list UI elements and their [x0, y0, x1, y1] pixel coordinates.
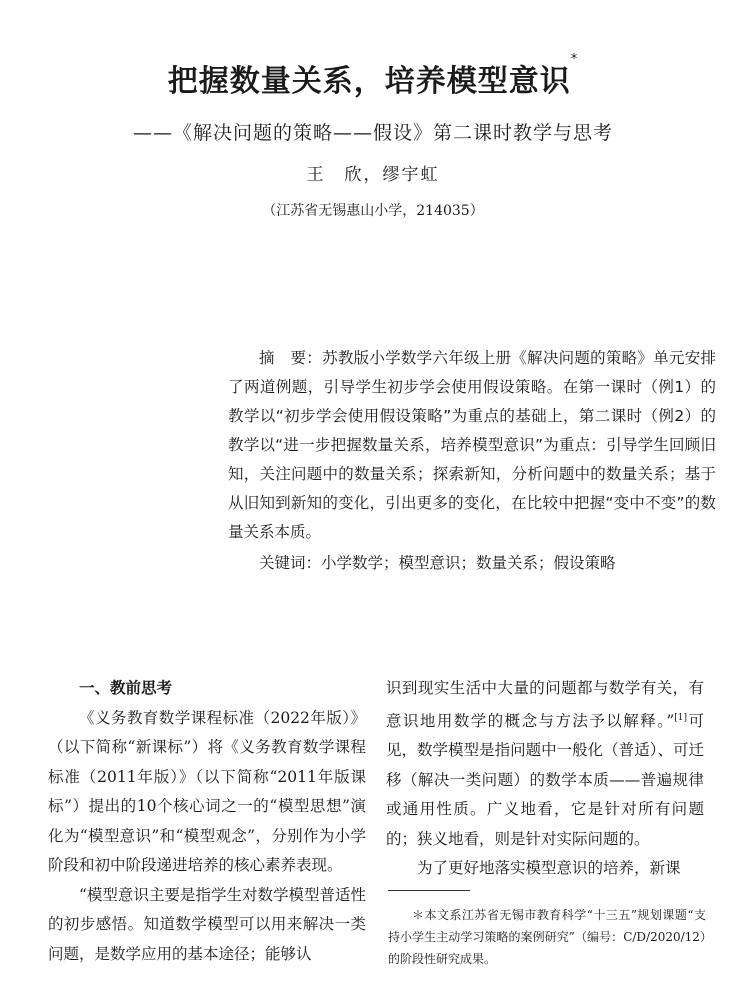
- footnote: [388, 904, 706, 970]
- title-footnote-mark: *: [570, 52, 579, 67]
- article-title: 把握数量关系，培养模型意识*: [167, 52, 579, 99]
- footnote-divider: [388, 890, 470, 891]
- paragraph: “模型意识主要是指学生对数学模型普适性的初步感悟。知道数学模型可以用来解决一类问题，是数学应用的基本途径；能够认: [48, 885, 366, 963]
- keywords: 关键词：小学数学；模型意识；数量关系；假设策略: [259, 554, 616, 572]
- abstract-text: 摘 要：苏教版小学数学六年级上册《解决问题的策略》单元安排了两道例题，引导学生初步学会使用假设策略。在第一课时（例1）的教学以“初步学会使用假设策略”为重点的基础上，第二课时（例2）的教学以“进一步把握数量关系，培养模型意识”为重点：引导学生回顾旧知，关注问题中的数量关系；探索新知，分析问题中的数量关系；基于从旧知到新知的变化，引出更多的变化，在比较中把握“变中不变”的数量关系本质。: [228, 349, 716, 541]
- affiliation: （江苏省无锡惠山小学，214035）: [262, 203, 484, 219]
- body-column-right: [386, 674, 704, 884]
- section-heading: 一、教前思考: [79, 679, 173, 697]
- abstract-block: [228, 344, 716, 578]
- body-column-left: [48, 674, 366, 969]
- footnote-text: ＊本文系江苏省无锡市教育科学“十三五”规划课题“支持小学生主动学习策略的案例研究”（编号：C/D/2020/12）的阶段性研究成果。: [388, 908, 706, 966]
- authors: 王 欣，缪宇虹: [306, 165, 440, 185]
- article-subtitle: ——《解决问题的策略——假设》第二课时教学与思考: [132, 122, 613, 144]
- paragraph: 《义务教育数学课程标准（2022年版）》（以下简称“新课标”）将《义务教育数学课程标准（2011年版）》（以下简称“2011年版课标”）提出的10个核心词之一的“模型思想”演化为“模型意识”和“模型观念”，分别作为小学阶段和初中阶段递进培养的核心素养表现。: [48, 708, 366, 874]
- paragraph: 为了更好地落实模型意识的培养，新课: [417, 859, 681, 878]
- paragraph: 识到现实生活中大量的问题都与数学有关，有意识地用数学的概念与方法予以解释。”[1]可见，数学模型是指问题中一般化（普适）、可迁移（解决一类问题）的数学本质——普遍规律或通用性质。广义地看，它是针对所有问题的；狭义地看，则是针对实际问题的。: [386, 679, 704, 848]
- citation-ref: [1]: [674, 712, 688, 723]
